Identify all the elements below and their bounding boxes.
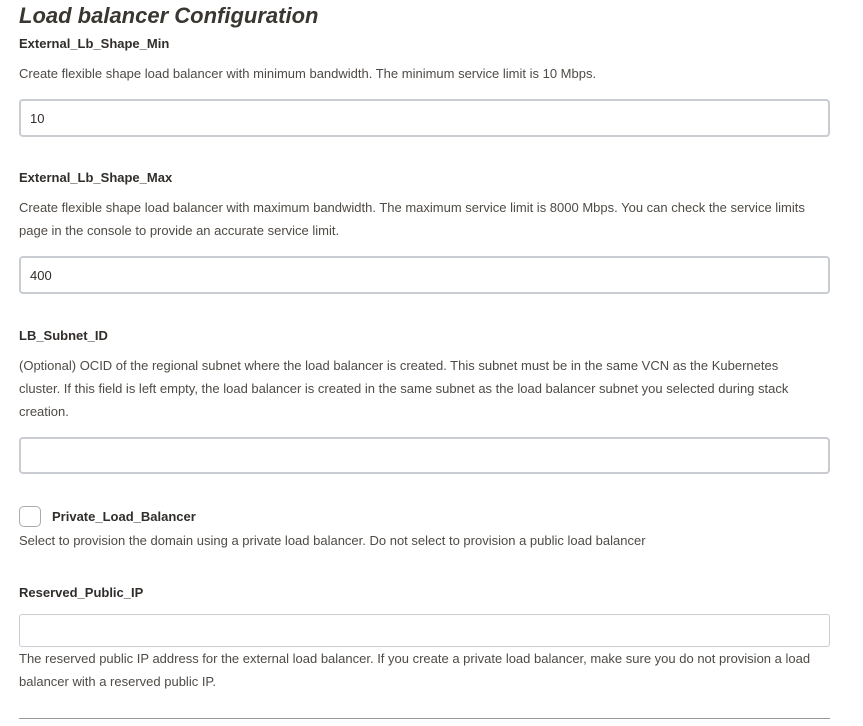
private-lb-label[interactable]: Private_Load_Balancer	[52, 508, 196, 524]
lb-shape-min-label: External_Lb_Shape_Min	[19, 36, 170, 51]
section-divider	[19, 718, 830, 719]
lb-shape-max-input[interactable]	[19, 256, 830, 294]
lb-shape-min-input[interactable]	[19, 99, 830, 137]
lb-shape-max-description: Create flexible shape load balancer with maximum bandwidth. The maximum service limit is 8000 Mbps. You can check the service limits page in the console to provide an accurate service limit.	[19, 200, 805, 238]
reserved-public-ip-description: The reserved public IP address for the external load balancer. If you create a private load balancer, make sure you do not provision a load balancer with a reserved public IP.	[19, 651, 811, 689]
private-lb-checkbox[interactable]	[19, 506, 41, 527]
lb-shape-min-description: Create flexible shape load balancer with minimum bandwidth. The minimum service limit is 10 Mbps.	[19, 66, 597, 81]
reserved-public-ip-label: Reserved_Public_IP	[19, 585, 144, 600]
section-title: Load balancer Configuration	[19, 3, 319, 28]
lb-shape-max-label: External_Lb_Shape_Max	[19, 170, 173, 185]
lb-subnet-id-label: LB_Subnet_ID	[19, 328, 108, 343]
private-lb-description: Select to provision the domain using a private load balancer. Do not select to provision a public load balancer	[19, 533, 646, 548]
lb-subnet-id-input[interactable]	[19, 437, 830, 474]
lb-subnet-id-description: (Optional) OCID of the regional subnet where the load balancer is created. This subnet must be in the same VCN as the Kubernetes cluster. If this field is left empty, the load balancer is created in the same subnet as the load balancer subnet you selected during stack creation.	[19, 358, 789, 419]
private-lb-checkbox-row[interactable]	[19, 505, 196, 527]
reserved-public-ip-input[interactable]	[19, 614, 830, 647]
